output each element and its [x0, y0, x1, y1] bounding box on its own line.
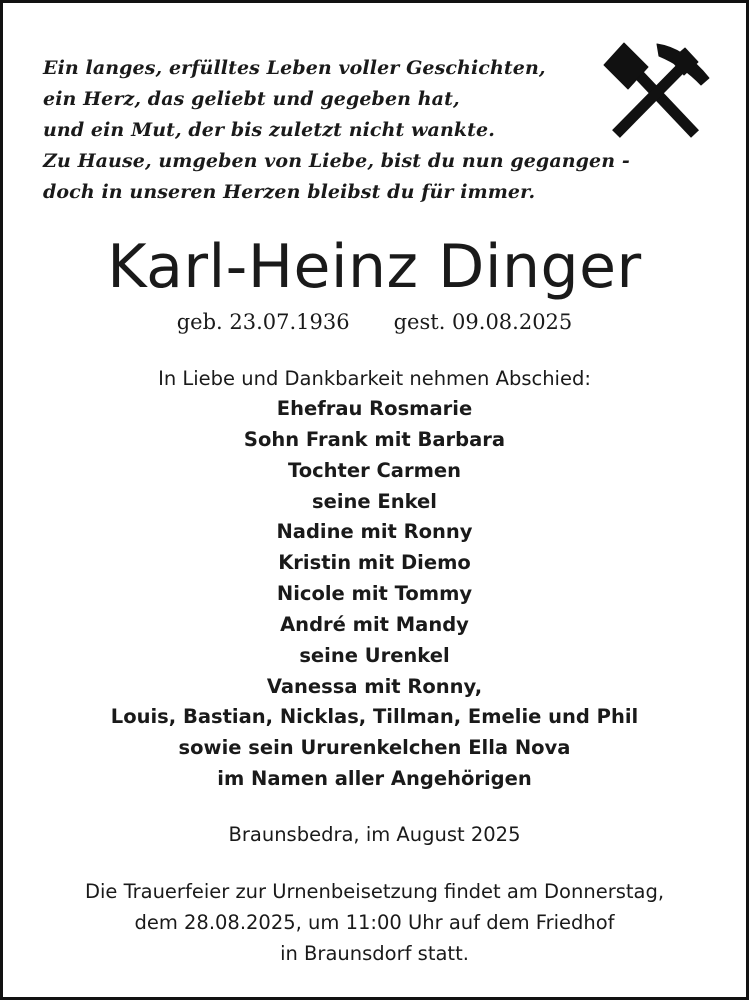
mourner-line: Ehefrau Rosmarie [276, 397, 473, 420]
funeral-line: Die Trauerfeier zur Urnenbeisetzung findet am Donnerstag, [84, 880, 665, 903]
mourner-line: seine Urenkel [299, 643, 450, 667]
poem-line: doch in unseren Herzen bleibst du für immer. [43, 181, 536, 203]
poem-line: und ein Mut, der bis zuletzt nicht wankte. [43, 119, 495, 141]
mourner-line: André mit Mandy [280, 612, 469, 636]
mourner-line: sowie sein Ururenkelchen Ella Nova [178, 736, 571, 760]
birth-date: geb. 23.07.1936 [176, 310, 350, 334]
mourner-line: Louis, Bastian, Nicklas, Tillman, Emelie und Phil [110, 705, 639, 729]
place-and-date: Braunsbedra, im August 2025 [228, 823, 521, 846]
mourner-line: seine Enkel [312, 489, 437, 513]
mourner-line: Tochter Carmen [287, 458, 461, 482]
funeral-information [3, 876, 746, 969]
hammer-and-pick-icon [601, 38, 713, 140]
mourner-line: Kristin mit Diemo [278, 551, 471, 575]
deceased-name: Karl-Heinz Dinger [107, 232, 642, 302]
mourners-list [3, 394, 746, 795]
mourner-line: Vanessa mit Ronny, [266, 674, 483, 698]
poem-line: Ein langes, erfülltes Leben voller Geschichten, [43, 57, 546, 79]
funeral-line: in Braunsdorf statt. [280, 942, 469, 965]
farewell-intro: In Liebe und Dankbarkeit nehmen Abschied: [158, 367, 591, 390]
life-dates [3, 306, 746, 338]
death-date: gest. 09.08.2025 [393, 310, 573, 334]
memorial-poem [43, 53, 663, 208]
mourner-line: Nicole mit Tommy [276, 582, 473, 606]
mourner-line: im Namen aller Angehörigen [217, 767, 532, 791]
funeral-line: dem 28.08.2025, um 11:00 Uhr auf dem Friedhof [134, 911, 615, 934]
mourner-line: Sohn Frank mit Barbara [243, 427, 506, 451]
poem-line: ein Herz, das geliebt und gegeben hat, [43, 88, 460, 110]
poem-line: Zu Hause, umgeben von Liebe, bist du nun gegangen - [43, 150, 630, 172]
mourner-line: Nadine mit Ronny [276, 520, 473, 544]
